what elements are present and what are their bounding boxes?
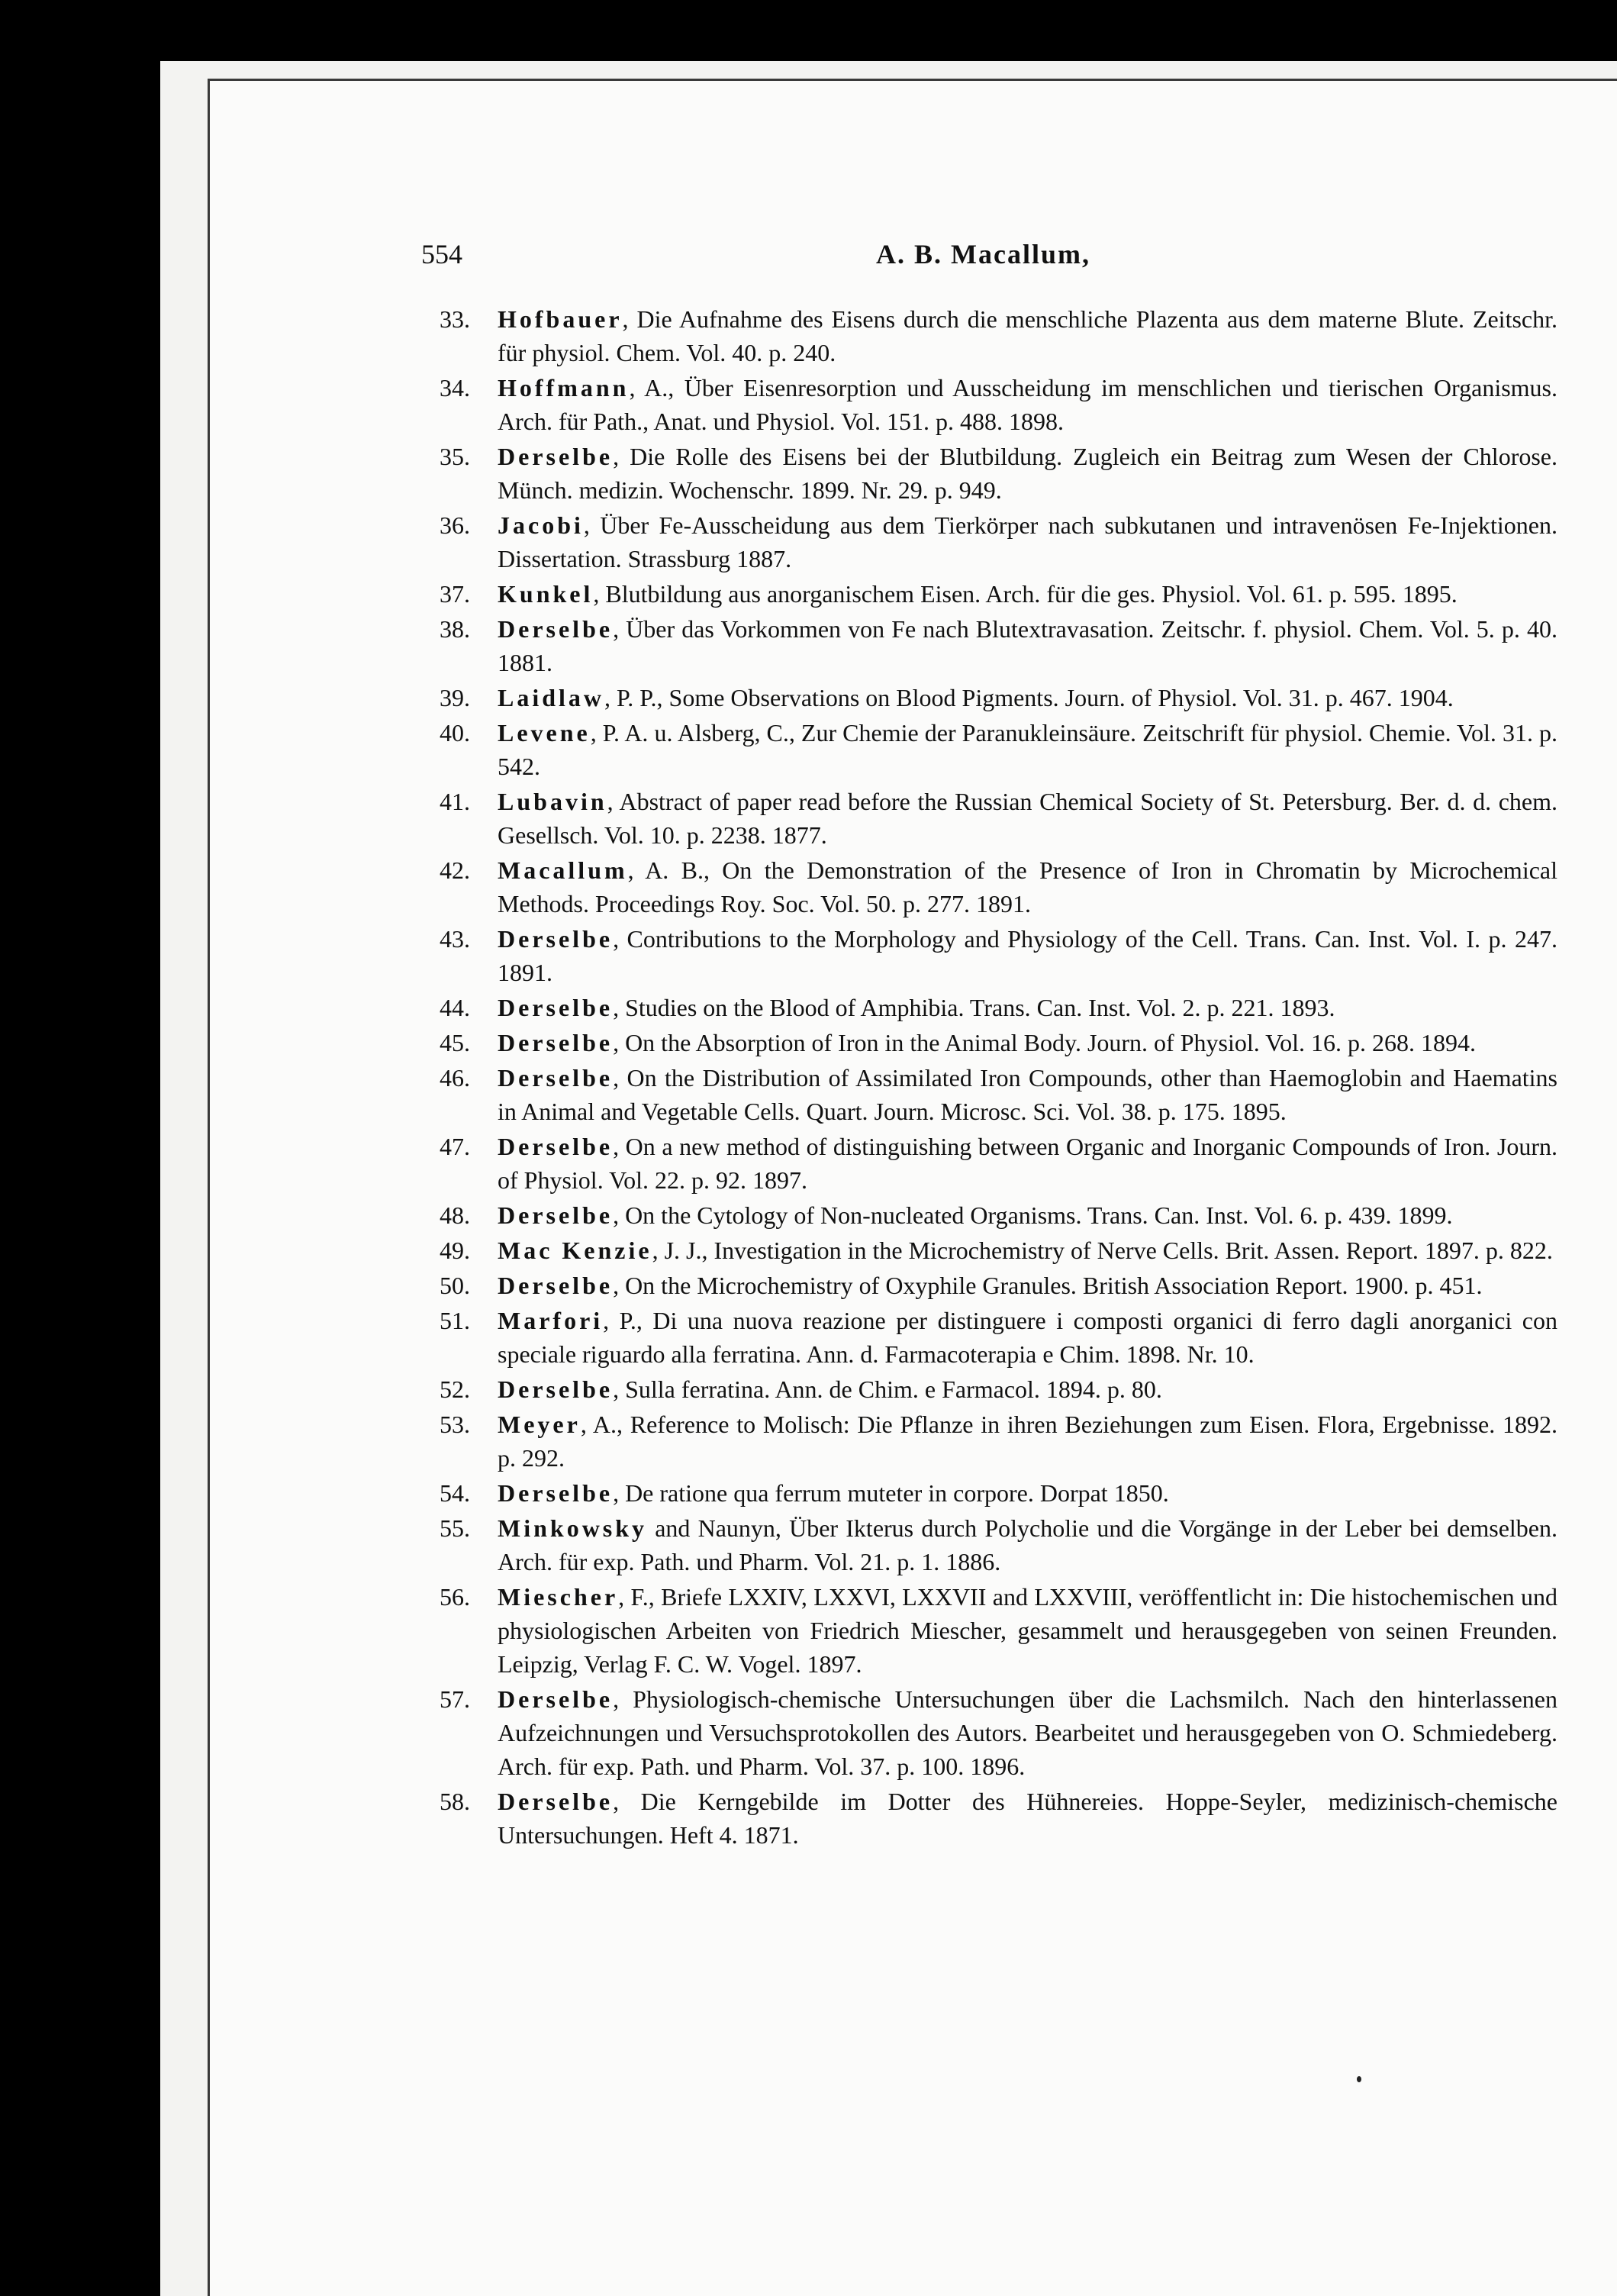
reference-author: Macallum (498, 856, 628, 884)
reference-author: Miescher (498, 1583, 619, 1611)
reference-body: , On the Absorption of Iron in the Animal Body. Journ. of Physiol. Vol. 16. p. 268. 1894. (613, 1029, 1477, 1056)
reference-text (498, 612, 1557, 679)
reference-body: , Physiologisch-chemische Untersuchungen über die Lachsmilch. Nach den hinterlassenen Aufzeichnungen und Versuchsprotokollen des Autors. Bearbeitet und herausgegeben von O. Schmiedeberg. Arch. für exp. Path. und Pharm. Vol. 37. p. 100. 1896. (498, 1685, 1557, 1780)
reference-body: , On the Cytology of Non-nucleated Organisms. Trans. Can. Inst. Vol. 6. p. 439. 1899. (613, 1201, 1453, 1229)
reference-item (440, 922, 1557, 989)
reference-item (440, 1476, 1557, 1510)
reference-text (498, 1061, 1557, 1128)
reference-number: 38. (440, 615, 470, 643)
reference-body: , A., Über Eisenresorption und Ausscheidung im menschlichen und tierischen Organismus. Arch. für Path., Anat. und Physiol. Vol. 151. p. 488. 1898. (498, 374, 1557, 435)
reference-author: Mac Kenzie (498, 1237, 652, 1264)
reference-item (440, 1026, 1557, 1059)
reference-author: Derselbe (498, 1479, 614, 1507)
reference-text (498, 1233, 1557, 1267)
reference-author: Derselbe (498, 1064, 614, 1092)
reference-text (498, 1580, 1557, 1681)
reference-item (440, 1198, 1557, 1232)
reference-body: , A., Reference to Molisch: Die Pflanze in ihren Beziehungen zum Eisen. Flora, Ergebnisse. 1892. p. 292. (498, 1411, 1557, 1472)
reference-text (498, 1026, 1557, 1059)
reference-text (498, 853, 1557, 921)
reference-number: 35. (440, 443, 470, 470)
reference-author: Derselbe (498, 443, 614, 470)
reference-body: , Die Rolle des Eisens bei der Blutbildung. Zugleich ein Beitrag zum Wesen der Chlorose. Münch. medizin. Wochenschr. 1899. Nr. 29. p. 949. (498, 443, 1557, 504)
reference-item (440, 1785, 1557, 1852)
reference-item (440, 853, 1557, 921)
reference-number: 58. (440, 1788, 470, 1815)
reference-body: , Die Kerngebilde im Dotter des Hühnereies. Hoppe-Seyler, medizinisch-chemische Untersuchungen. Heft 4. 1871. (498, 1788, 1557, 1849)
reference-number: 33. (440, 305, 470, 333)
reference-text (498, 1269, 1557, 1302)
reference-number: 43. (440, 925, 470, 953)
reference-body: , Über Fe-Ausscheidung aus dem Tierkörper nach subkutanen und intravenösen Fe-Injektionen. Dissertation. Strassburg 1887. (498, 511, 1557, 572)
reference-author: Marfori (498, 1307, 604, 1334)
reference-text (498, 681, 1557, 714)
reference-item (440, 577, 1557, 611)
reference-text (498, 1682, 1557, 1783)
reference-item (440, 1580, 1557, 1681)
reference-text (498, 1511, 1557, 1578)
reference-author: Derselbe (498, 1272, 614, 1299)
ink-speck (1357, 2076, 1361, 2082)
reference-text (498, 1304, 1557, 1371)
reference-body: , Studies on the Blood of Amphibia. Trans. Can. Inst. Vol. 2. p. 221. 1893. (613, 994, 1335, 1021)
reference-item (440, 1061, 1557, 1128)
reference-item (440, 1269, 1557, 1302)
reference-body: , De ratione qua ferrum muteter in corpore. Dorpat 1850. (613, 1479, 1169, 1507)
reference-text (498, 302, 1557, 369)
reference-text (498, 1130, 1557, 1197)
reference-body: and Naunyn, Über Ikterus durch Polycholie und die Vorgänge in der Leber bei demselben. Arch. für exp. Path. und Pharm. Vol. 21. p. 1. 1886. (498, 1514, 1557, 1575)
reference-text (498, 1372, 1557, 1406)
reference-item (440, 1233, 1557, 1267)
reference-text (498, 508, 1557, 576)
reference-item (440, 681, 1557, 714)
reference-author: Derselbe (498, 1375, 614, 1403)
reference-author: Minkowsky (498, 1514, 648, 1542)
reference-author: Derselbe (498, 1788, 614, 1815)
reference-number: 55. (440, 1514, 470, 1542)
page-number: 554 (421, 239, 462, 269)
reference-body: , P. A. u. Alsberg, C., Zur Chemie der Paranukleinsäure. Zeitschrift für physiol. Chemie. Vol. 31. p. 542. (498, 719, 1557, 780)
reference-body: , Contributions to the Morphology and Physiology of the Cell. Trans. Can. Inst. Vol. I. p. 247. 1891. (498, 925, 1557, 986)
reference-number: 51. (440, 1307, 470, 1334)
reference-item (440, 371, 1557, 438)
reference-item (440, 302, 1557, 369)
reference-number: 37. (440, 580, 470, 608)
reference-text (498, 1785, 1557, 1852)
reference-number: 47. (440, 1133, 470, 1160)
reference-text (498, 716, 1557, 783)
reference-item (440, 1408, 1557, 1475)
reference-list (440, 302, 1557, 1853)
reference-number: 39. (440, 684, 470, 711)
reference-body: , Blutbildung aus anorganischem Eisen. Arch. für die ges. Physiol. Vol. 61. p. 595. 1895. (593, 580, 1458, 608)
reference-number: 57. (440, 1685, 470, 1713)
reference-body: , Über das Vorkommen von Fe nach Blutextravasation. Zeitschr. f. physiol. Chem. Vol. 5. p. 40. 1881. (498, 615, 1557, 676)
reference-body: , P., Di una nuova reazione per distinguere i composti organici di ferro dagli anorganici con speciale riguardo alla ferratina. Ann. d. Farmacoterapia e Chim. 1898. Nr. 10. (498, 1307, 1557, 1368)
reference-item (440, 1304, 1557, 1371)
reference-number: 53. (440, 1411, 470, 1438)
reference-number: 36. (440, 511, 470, 539)
reference-body: , Die Aufnahme des Eisens durch die menschliche Plazenta aus dem materne Blute. Zeitschr. für physiol. Chem. Vol. 40. p. 240. (498, 305, 1557, 366)
running-head: A. B. Macallum, (876, 239, 1090, 269)
reference-body: , P. P., Some Observations on Blood Pigments. Journ. of Physiol. Vol. 31. p. 467. 1904. (604, 684, 1454, 711)
reference-item (440, 991, 1557, 1024)
reference-item (440, 1682, 1557, 1783)
reference-body: , On a new method of distinguishing between Organic and Inorganic Compounds of Iron. Journ. of Physiol. Vol. 22. p. 92. 1897. (498, 1133, 1557, 1194)
reference-number: 44. (440, 994, 470, 1021)
reference-number: 49. (440, 1237, 470, 1264)
reference-text (498, 1408, 1557, 1475)
reference-body: , On the Distribution of Assimilated Iron Compounds, other than Haemoglobin and Haematins in Animal and Vegetable Cells. Quart. Journ. Microsc. Sci. Vol. 38. p. 175. 1895. (498, 1064, 1557, 1125)
reference-body: , Abstract of paper read before the Russian Chemical Society of St. Petersburg. Ber. d. d. chem. Gesellsch. Vol. 10. p. 2238. 1877. (498, 788, 1557, 849)
reference-body: , A. B., On the Demonstration of the Presence of Iron in Chromatin by Microchemical Methods. Proceedings Roy. Soc. Vol. 50. p. 277. 1891. (498, 856, 1557, 917)
reference-item (440, 612, 1557, 679)
reference-author: Derselbe (498, 615, 614, 643)
reference-number: 54. (440, 1479, 470, 1507)
reference-author: Lubavin (498, 788, 607, 815)
reference-item (440, 508, 1557, 576)
reference-item (440, 716, 1557, 783)
reference-author: Levene (498, 719, 591, 747)
reference-body: , J. J., Investigation in the Microchemistry of Nerve Cells. Brit. Assen. Report. 1897. p. 822. (652, 1237, 1553, 1264)
reference-number: 41. (440, 788, 470, 815)
reference-text (498, 1476, 1557, 1510)
reference-author: Kunkel (498, 580, 594, 608)
reference-number: 46. (440, 1064, 470, 1092)
reference-item (440, 440, 1557, 507)
reference-text (498, 1198, 1557, 1232)
reference-item (440, 1372, 1557, 1406)
reference-author: Derselbe (498, 925, 614, 953)
reference-number: 48. (440, 1201, 470, 1229)
reference-item (440, 1511, 1557, 1578)
reference-text (498, 785, 1557, 852)
reference-body: , Sulla ferratina. Ann. de Chim. e Farmacol. 1894. p. 80. (613, 1375, 1162, 1403)
reference-number: 40. (440, 719, 470, 747)
reference-author: Derselbe (498, 1685, 614, 1713)
reference-author: Meyer (498, 1411, 581, 1438)
reference-author: Hofbauer (498, 305, 623, 333)
reference-number: 45. (440, 1029, 470, 1056)
reference-number: 52. (440, 1375, 470, 1403)
reference-text (498, 440, 1557, 507)
reference-item (440, 1130, 1557, 1197)
reference-author: Hoffmann (498, 374, 630, 401)
reference-item (440, 785, 1557, 852)
reference-body: , On the Microchemistry of Oxyphile Granules. British Association Report. 1900. p. 451. (613, 1272, 1483, 1299)
reference-author: Laidlaw (498, 684, 605, 711)
reference-author: Derselbe (498, 994, 614, 1021)
reference-text (498, 577, 1557, 611)
reference-number: 50. (440, 1272, 470, 1299)
reference-author: Derselbe (498, 1133, 614, 1160)
reference-text (498, 922, 1557, 989)
reference-author: Derselbe (498, 1201, 614, 1229)
reference-number: 42. (440, 856, 470, 884)
reference-body: , F., Briefe LXXIV, LXXVI, LXXVII and LXXVIII, veröffentlicht in: Die histochemischen und physiologischen Arbeiten von Friedrich Miescher, gesammelt und herausgegeben von seinen Freunden. Leipzig, Verlag F. C. W. Vogel. 1897. (498, 1583, 1557, 1678)
reference-number: 56. (440, 1583, 470, 1611)
reference-author: Derselbe (498, 1029, 614, 1056)
reference-number: 34. (440, 374, 470, 401)
reference-author: Jacobi (498, 511, 584, 539)
reference-text (498, 371, 1557, 438)
reference-text (498, 991, 1557, 1024)
